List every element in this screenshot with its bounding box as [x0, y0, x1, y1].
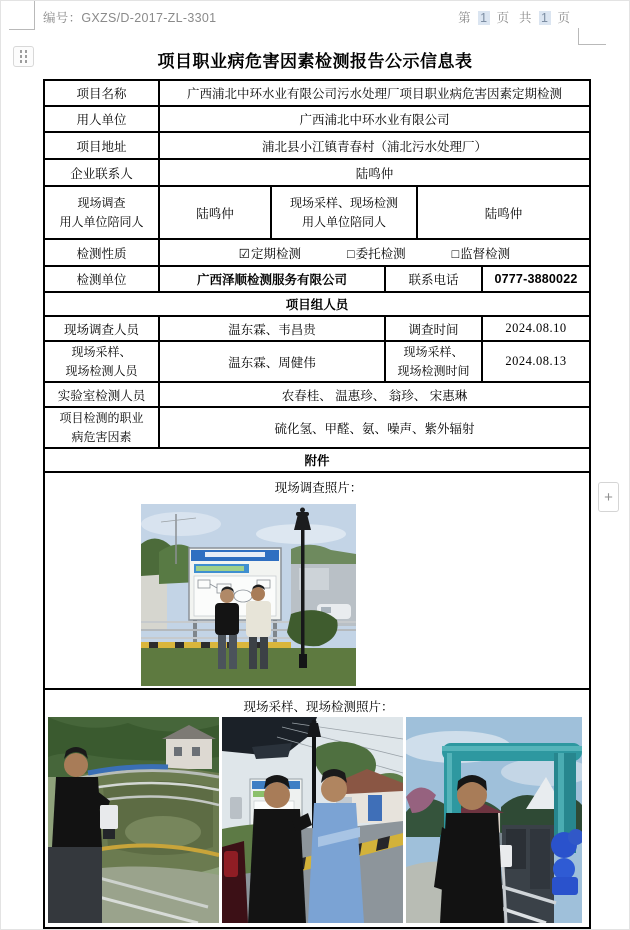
doc-number: 编号：GXZS/D-2017-ZL-3301 [43, 11, 217, 25]
nature-options [159, 239, 590, 266]
company-contact-label: 企业联系人 [44, 159, 159, 186]
row-sampling-photos [44, 689, 590, 928]
survey-photos-label: 现场调查照片： [274, 480, 363, 495]
row-address [44, 132, 590, 159]
sampling-value: 温东霖、周健伟 [159, 341, 385, 382]
agency-phone-value: 0777-3880022 [482, 266, 590, 292]
hazards-label-line2: 病危害因素 [71, 429, 132, 444]
nature-option-supervised [452, 244, 511, 262]
header-bracket-left-vertical [34, 1, 35, 29]
survey-photos-cell [44, 472, 590, 689]
escort-label-line2: 用人单位陪同人 [59, 214, 144, 229]
escort-label2-line1: 现场采样、现场检测 [289, 195, 398, 210]
row-escort [44, 186, 590, 239]
row-survey [44, 316, 590, 341]
escort-label [44, 186, 159, 239]
address-value: 浦北县小江镇青春村（浦北污水处理厂） [159, 132, 590, 159]
sampling-photo-tank [48, 717, 219, 923]
total-prefix: 共 [519, 11, 533, 25]
agency-phone-label: 联系电话 [385, 266, 482, 292]
row-team-header [44, 292, 590, 316]
sampling-photo-pipes [406, 717, 582, 923]
page-word: 页 [496, 11, 511, 25]
page-word-2: 页 [557, 11, 571, 25]
sampling-photos-label: 现场采样、现场检测照片： [243, 699, 394, 714]
row-attachment-header [44, 448, 590, 472]
agency-label: 检测单位 [44, 266, 159, 292]
unchecked-checkbox-icon-2: □ [451, 246, 460, 261]
sampling-time-label-line1: 现场采样、 [403, 345, 464, 359]
sampling-time-value: 2024.08.13 [482, 341, 590, 382]
employer-label: 用人单位 [44, 106, 159, 132]
escort-label-line1: 现场调查 [77, 195, 126, 210]
row-lab [44, 382, 590, 407]
survey-time-label: 调查时间 [385, 316, 482, 341]
row-hazards [44, 407, 590, 448]
agency-value: 广西泽顺检测服务有限公司 [159, 266, 385, 292]
nature-option-supervised-label: 监督检测 [460, 246, 511, 261]
sampling-photo-talk [222, 717, 403, 923]
lab-value: 农春桂、 温惠珍、 翁珍、 宋惠琳 [159, 382, 590, 407]
nature-option-regular-label: 定期检测 [251, 246, 302, 261]
row-company-contact [44, 159, 590, 186]
row-sampling [44, 341, 590, 382]
row-survey-photos [44, 472, 590, 689]
row-agency [44, 266, 590, 292]
survey-label: 现场调查人员 [44, 316, 159, 341]
employer-value: 广西浦北中环水业有限公司 [159, 106, 590, 132]
attachment-header: 附件 [44, 448, 590, 472]
row-project-name [44, 80, 590, 106]
escort-value: 陆鸣仲 [159, 186, 271, 239]
row-employer [44, 106, 590, 132]
checked-checkbox-icon: ☑ [238, 246, 251, 261]
unchecked-checkbox-icon: □ [347, 246, 355, 261]
plus-icon: + [604, 488, 613, 506]
nature-option-entrusted-label: 委托检测 [355, 246, 406, 261]
sampling-photos-cell [44, 689, 590, 928]
escort-label2-line2: 用人单位陪同人 [301, 214, 386, 229]
nature-label: 检测性质 [44, 239, 159, 266]
escort-label-2 [271, 186, 417, 239]
site-survey-photo [141, 504, 356, 686]
hazards-label-line1: 项目检测的职业 [59, 411, 144, 426]
escort-value-2: 陆鸣仲 [417, 186, 590, 239]
add-button[interactable] [598, 482, 619, 512]
address-label: 项目地址 [44, 132, 159, 159]
report-table [43, 79, 591, 929]
sampling-label-line1: 现场采样、 [71, 345, 132, 359]
hazards-value: 硫化氢、甲醛、氨、噪声、紫外辐射 [159, 407, 590, 448]
header-bracket-left-horizontal [9, 29, 35, 30]
sampling-label-line2: 现场检测人员 [65, 363, 138, 378]
sampling-time-label-line2: 现场检测时间 [397, 363, 470, 378]
lab-label: 实验室检测人员 [44, 382, 159, 407]
hazards-label [44, 407, 159, 448]
project-name-value: 广西浦北中环水业有限公司污水处理厂项目职业病危害因素定期检测 [159, 80, 590, 106]
team-header: 项目组人员 [44, 292, 590, 316]
survey-time-value: 2024.08.10 [482, 316, 590, 341]
row-nature [44, 239, 590, 266]
page-indicator [458, 8, 571, 26]
nature-option-entrusted [347, 244, 406, 262]
header-bracket-right-vertical [578, 28, 579, 45]
company-contact-value: 陆鸣仲 [159, 159, 590, 186]
sampling-label [44, 341, 159, 382]
project-name-label: 项目名称 [44, 80, 159, 106]
current-page-number: 1 [480, 11, 489, 25]
nature-option-regular [239, 244, 301, 262]
total-page-number: 1 [541, 11, 549, 25]
header-bracket-right-horizontal [578, 44, 606, 45]
page-prefix: 第 [458, 11, 472, 25]
sampling-time-label [385, 341, 482, 382]
survey-value: 温东霖、韦昌贵 [159, 316, 385, 341]
page-title: 项目职业病危害因素检测报告公示信息表 [157, 52, 473, 71]
